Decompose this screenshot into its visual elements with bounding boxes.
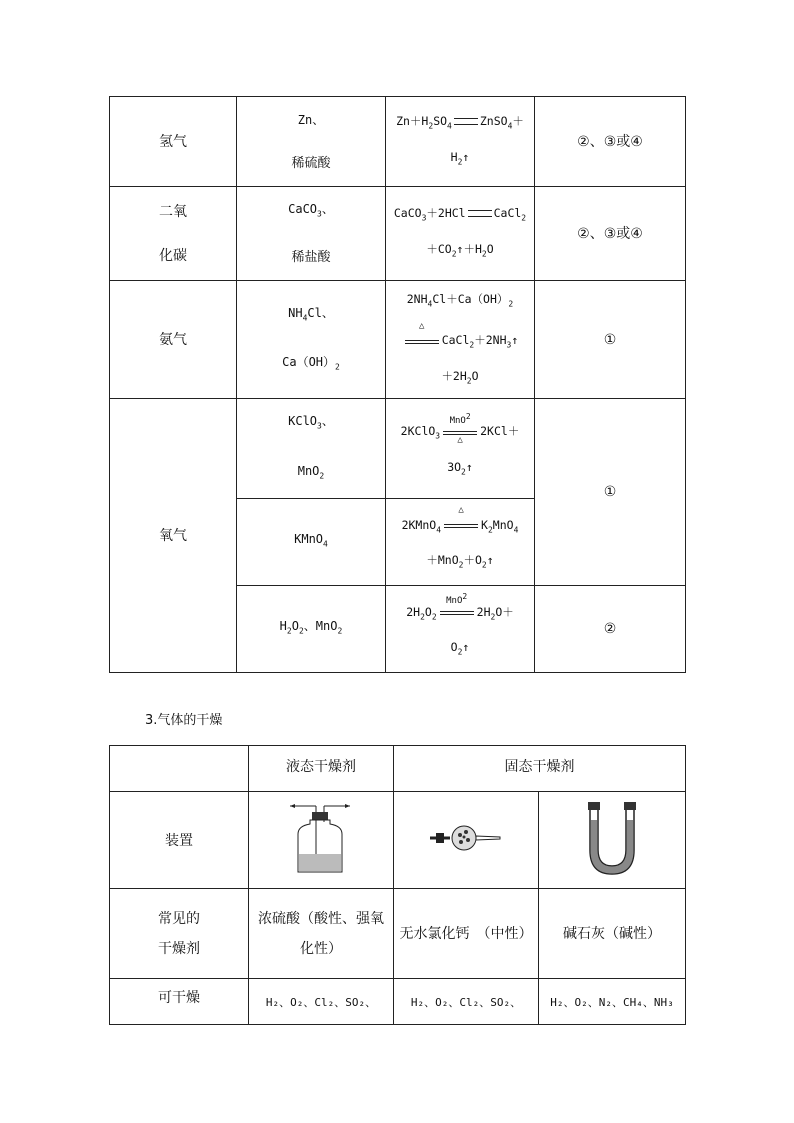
agent-liquid: 浓硫酸（酸性、强氧 化性） [249,889,394,979]
gas-name-oxygen: 氧气 [110,399,237,673]
equation-co2: CaCO$_3$＋2HCl CaCl$_2$ $+CO_2↑+H_2O$ [386,187,535,281]
gas-drying-table [109,745,686,1025]
row-label-dry: 可干燥 [110,979,249,1025]
table-row [110,97,686,187]
gas-name-hydrogen: 氢气 [110,97,237,187]
dry-lime: H₂、O₂、N₂、CH₄、NH₃ [539,979,686,1025]
header-empty [110,746,249,792]
gas-name-co2: 二氧 化碳 [110,187,237,281]
apparatus-oxygen-h2o2: ② [535,586,686,673]
equation-ammonia: $2NH_4Cl+Ca(OH)_2$ △ $CaCl_2+2NH_3↑$ $+2H_2O$ [386,281,535,399]
equation-oxygen-kmno4: 2KMnO$_4$ △ $K_2MnO_4$ $+MnO_2+O_2↑$ [386,499,535,586]
reagents-oxygen-kmno4: KMnO$_4$ [237,499,386,586]
reagents-ammonia: $NH_4Cl$、 $Ca(OH)_2$ [237,281,386,399]
apparatus-hydrogen: ②、③或④ [535,97,686,187]
drying-tube-icon [394,792,539,889]
table-row [110,979,686,1025]
table-row [110,399,686,499]
reagents-oxygen-kclo3: KClO$_3$、 MnO$_2$ [237,399,386,499]
dry-cacl2: H₂、O₂、Cl₂、SO₂、 [394,979,539,1025]
gas-name-ammonia: 氨气 [110,281,237,399]
header-liquid: 液态干燥剂 [249,746,394,792]
table-row [110,281,686,399]
table-header-row [110,746,686,792]
table-row [110,792,686,889]
reagents-hydrogen: Zn、 稀硫酸 [237,97,386,187]
row-label-agent: 常见的 干燥剂 [110,889,249,979]
agent-cacl2: 无水氯化钙 （中性） [394,889,539,979]
agent-lime: 碱石灰（碱性） [539,889,686,979]
section-title: 3.气体的干燥 [145,713,223,728]
equation-oxygen-h2o2: $2H_2O_2$ MnO$^2$ $2H_2O+$ $O_2↑$ [386,586,535,673]
row-label-device: 装置 [110,792,249,889]
gas-preparation-table [109,96,686,673]
table-row [110,889,686,979]
u-tube-icon [539,792,686,889]
apparatus-oxygen-solid: ① [535,399,686,586]
reagents-oxygen-h2o2: $H_2O_2$、MnO$_2$ [237,586,386,673]
table-row [110,187,686,281]
apparatus-ammonia: ① [535,281,686,399]
apparatus-co2: ②、③或④ [535,187,686,281]
dry-liquid: H₂、O₂、Cl₂、SO₂、 [249,979,394,1025]
reagents-co2: CaCO$_3$、 稀盐酸 [237,187,386,281]
equation-oxygen-kclo3: 2KClO$_3$ MnO$^2$ △ 2KCl＋ $3O_2↑$ [386,399,535,499]
equation-hydrogen: $Zn+H_2SO_4$ ZnSO$_4$＋ $H_2↑$ [386,97,535,187]
wash-bottle-icon [249,792,394,889]
header-solid: 固态干燥剂 [394,746,686,792]
